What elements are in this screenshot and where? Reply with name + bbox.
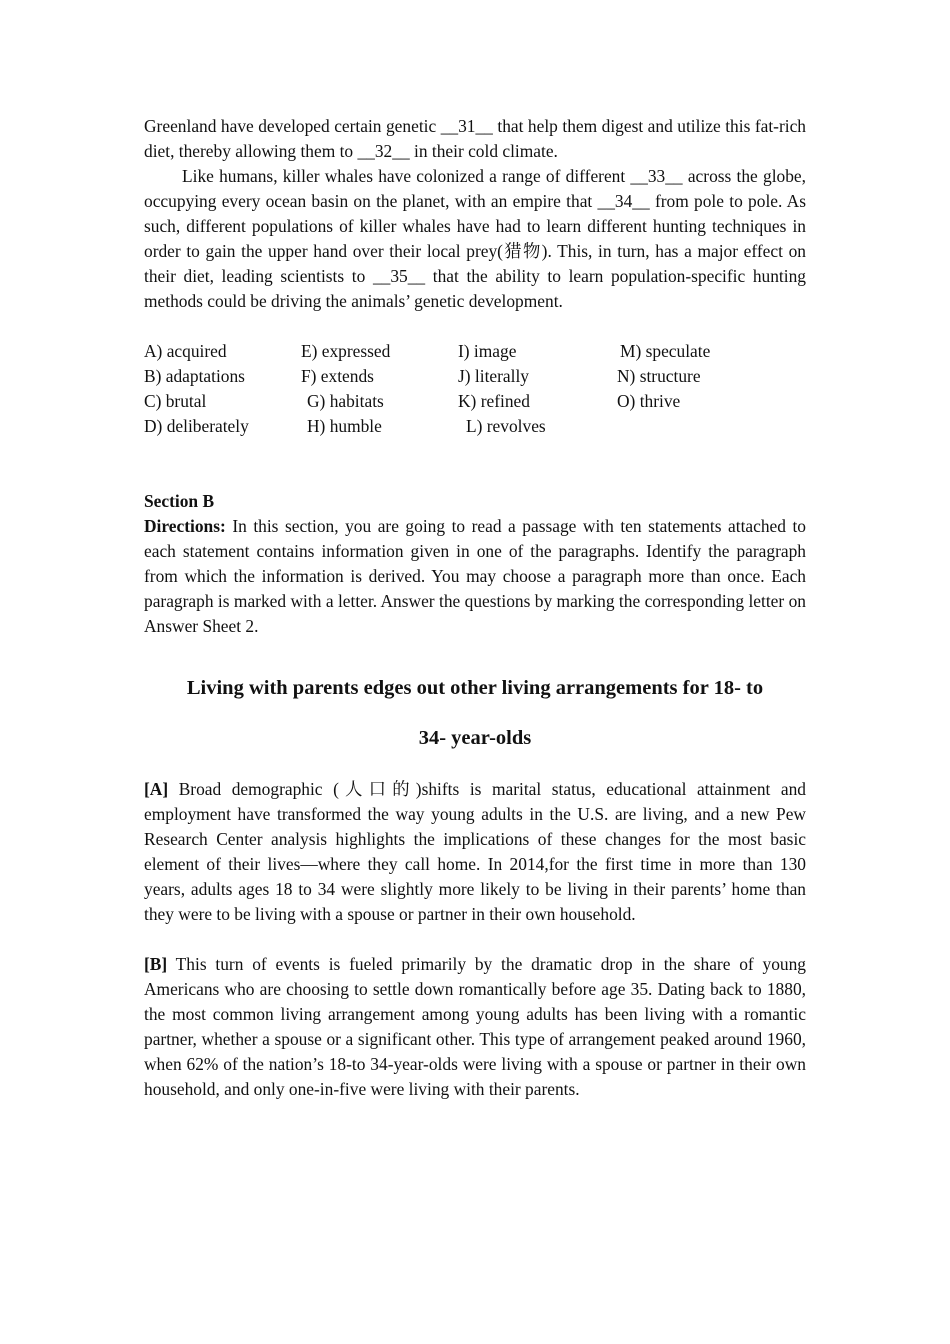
section-b-directions [144, 514, 806, 639]
option-m: M) speculate [620, 341, 711, 361]
option-g: G) habitats [307, 391, 384, 411]
paragraph-text: Broad demographic (人口的)shifts is marital status, educational attainment and employment have transformed the way young adults in the U.S. are living, and a new Pew Research Center analysis highlights the implications of these changes for the most basic element of their lives—where they call home. In 2014,for the first time in more than 130 years, adults ages 18 to 34 were slightly more likely to be living in their parents’ home than they were to be living with a spouse or partner in their own household. [144, 779, 806, 924]
option-b: B) adaptations [144, 366, 245, 386]
directions-text: In this section, you are going to read a passage with ten statements attached to each statement contains information given in one of the paragraphs. Identify the paragraph from which the information is derived. You may choose a paragraph more than once. Each paragraph is marked with a letter. Answer the questions by marking the corresponding letter on Answer Sheet 2. [144, 516, 806, 636]
option-h: H) humble [307, 416, 382, 436]
paragraph-label: [B] [144, 954, 168, 974]
paragraph-text: This turn of events is fueled primarily by the dramatic drop in the share of young Americans who are choosing to settle down romantically before age 35. Dating back to 1880, the most common living arrangement among young adults has been living with a romantic partner, whether a spouse or a significant other. This type of arrangement peaked around 1960, when 62% of the nation’s 18-to 34-year-olds were living with a spouse or partner in their own household, and only one-in-five were living with their parents. [144, 954, 806, 1099]
option-e: E) expressed [301, 341, 391, 361]
option-l: L) revolves [466, 416, 546, 436]
option-d: D) deliberately [144, 416, 249, 436]
option-f: F) extends [301, 366, 374, 386]
article-paragraph-a [144, 777, 806, 927]
option-n: N) structure [617, 366, 701, 386]
article-title [144, 663, 806, 763]
option-k: K) refined [458, 391, 530, 411]
section-b-heading: Section B [144, 491, 215, 511]
option-o: O) thrive [617, 391, 681, 411]
option-c: C) brutal [144, 391, 207, 411]
document-page [144, 114, 806, 1102]
article-paragraph-b [144, 952, 806, 1102]
article-title-line-1: Living with parents edges out other living arrangements for 18- to [186, 677, 764, 699]
option-a: A) acquired [144, 341, 227, 361]
article-title-line-2: 34- year-olds [418, 727, 532, 749]
option-i: I) image [458, 341, 517, 361]
option-j: J) literally [458, 366, 529, 386]
word-bank [144, 339, 806, 439]
paragraph-label: [A] [144, 779, 169, 799]
passage-paragraph-end: Greenland have developed certain genetic __31__ that help them digest and utilize this fat-rich diet, thereby allowing them to __32__ in their cold climate. [144, 116, 806, 161]
directions-label: Directions: [144, 516, 226, 536]
passage-paragraph-killer-whales: Like humans, killer whales have colonized a range of different __33__ across the globe, occupying every ocean basin on the planet, with an empire that __34__ from pole to pole. As such, different populations of killer whales have had to learn different hunting techniques in order to gain the upper hand over their local prey(猎物). This, in turn, has a major effect on their diet, leading scientists to __35__ that the ability to learn population-specific hunting methods could be driving the animals’ genetic development. [144, 166, 806, 311]
option-empty [617, 414, 807, 439]
